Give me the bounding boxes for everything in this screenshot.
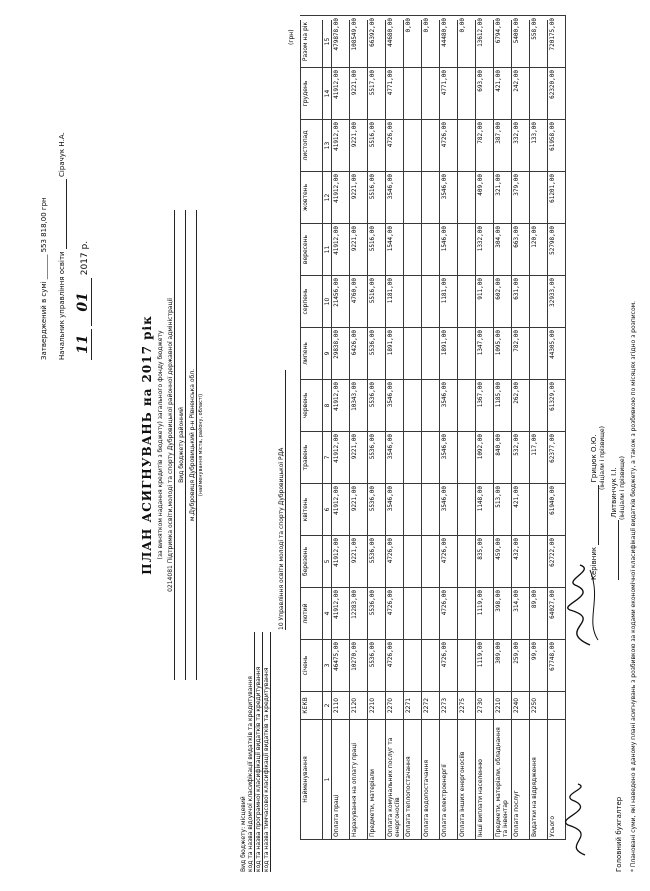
column-index: 3 [323, 640, 332, 692]
row-value: 41912,00 [332, 484, 350, 536]
chief-name: Грицюк О.Ю. [590, 434, 598, 483]
acct-name: Литвинчук І.І. [610, 467, 618, 518]
row-value: 5517,00 [368, 68, 386, 120]
row-value: 9221,00 [350, 120, 368, 172]
column-index: 13 [323, 120, 332, 172]
row-value: 1181,00 [440, 276, 458, 328]
column-index: 14 [323, 68, 332, 120]
row-code: 2273 [440, 692, 458, 720]
row-value: 513,00 [494, 484, 512, 536]
row-name: Видатки на відрядження [530, 720, 548, 840]
row-value: 782,00 [476, 120, 494, 172]
row-value: 1092,00 [476, 432, 494, 484]
row-value: 720175,00 [548, 16, 566, 68]
row-name: Інші виплати населенню [476, 720, 494, 840]
column-header: вересень [301, 224, 323, 276]
row-value: 9221,00 [350, 224, 368, 276]
row-code: 2240 [512, 692, 530, 720]
row-code: 2210 [368, 692, 386, 720]
approval-signature [58, 179, 67, 249]
row-value: 321,00 [494, 172, 512, 224]
row-value: 4771,00 [386, 68, 404, 120]
row-code: 2250 [530, 692, 548, 720]
row-value: 3546,00 [440, 172, 458, 224]
row-value: 1119,00 [476, 640, 494, 692]
row-name: Оплата теплопостачання [404, 720, 422, 840]
column-header: січень [301, 640, 323, 692]
row-value: 532,00 [512, 432, 530, 484]
row-value: 1546,00 [440, 224, 458, 276]
column-index: 15 [323, 16, 332, 68]
row-value: 32933,00 [548, 276, 566, 328]
row-value: 41912,00 [332, 588, 350, 640]
row-value: 304,00 [494, 224, 512, 276]
row-value: 332,00 [512, 120, 530, 172]
row-code: 2210 [494, 692, 512, 720]
row-value: 421,00 [494, 68, 512, 120]
row-value: 5536,00 [368, 588, 386, 640]
row-value: 3546,00 [386, 172, 404, 224]
row-value: 1185,00 [494, 380, 512, 432]
row-code: 2270 [386, 692, 404, 720]
column-header: серпень [301, 276, 323, 328]
row-value: 44480,00 [440, 16, 458, 68]
row-value: 309,00 [494, 640, 512, 692]
row-value: 5516,00 [368, 276, 386, 328]
plan-subtitle: (за винятком надання кредитів з бюджету) загального фонду бюджету [157, 330, 164, 560]
row-value: 12283,00 [350, 588, 368, 640]
row-name: Оплата водопостачання [422, 720, 440, 840]
row-value: 41912,00 [332, 380, 350, 432]
appropriations-table [300, 20, 600, 840]
row-value: 5536,00 [368, 484, 386, 536]
row-value: 663,00 [512, 224, 530, 276]
row-code: 2272 [422, 692, 440, 720]
row-value: 421,00 [512, 484, 530, 536]
row-value: 62377,00 [548, 432, 566, 484]
row-value: 631,00 [512, 276, 530, 328]
row-value: 4726,00 [440, 588, 458, 640]
meta-line-3: код та назва програмної класифікації видатків та кредитування [255, 632, 263, 872]
row-value: 782,00 [512, 328, 530, 380]
row-value: 6794,00 [494, 16, 512, 68]
row-value: 3546,00 [440, 380, 458, 432]
row-value: 4726,00 [386, 120, 404, 172]
meta-line-1: Вид бюджету: місцевий [240, 796, 247, 872]
rotated-document-sheet [30, 10, 637, 880]
row-value: 1347,00 [476, 328, 494, 380]
row-value: 66392,00 [368, 16, 386, 68]
chief-signature [590, 485, 599, 545]
row-value: 387,00 [494, 120, 512, 172]
row-code: 2271 [404, 692, 422, 720]
row-value: 13612,00 [476, 16, 494, 68]
row-value: 1332,00 [476, 224, 494, 276]
row-value: 3546,00 [386, 432, 404, 484]
plan-org: м.Дубровиця Дубровицький р-н Рівненська обл. [189, 210, 197, 680]
table-border [300, 15, 566, 840]
column-header: травень [301, 432, 323, 484]
column-header: червень [301, 380, 323, 432]
row-name: Предмети, матеріали [368, 720, 386, 840]
column-header: КЕКВ [301, 692, 323, 720]
row-value: 1891,00 [386, 328, 404, 380]
column-header: липень [301, 328, 323, 380]
row-value: 259,00 [512, 640, 530, 692]
row-value: 5536,00 [368, 536, 386, 588]
acct-label: Головний бухгалтер [615, 796, 623, 872]
date-year: 2017 р. [80, 240, 90, 276]
row-value: 44305,00 [548, 328, 566, 380]
row-value: 1367,00 [476, 380, 494, 432]
row-name: Усього [548, 720, 566, 840]
column-index: 4 [323, 588, 332, 640]
row-value: 52798,00 [548, 224, 566, 276]
approval-block [40, 20, 89, 360]
signature-block [590, 360, 626, 580]
row-value: 1891,00 [440, 328, 458, 380]
row-value: 262,00 [512, 380, 530, 432]
row-value: 5516,00 [368, 120, 386, 172]
row-value: 479878,00 [332, 16, 350, 68]
row-value: 64027,00 [548, 588, 566, 640]
chief-row [590, 360, 599, 580]
row-value: 5536,00 [368, 380, 386, 432]
column-index: 2 [323, 692, 332, 720]
row-value: 1544,00 [386, 224, 404, 276]
acct-caption: (ініціали і прізвище) [619, 456, 626, 520]
row-value: 41912,00 [332, 120, 350, 172]
row-name: Оплата послуг [512, 720, 530, 840]
row-value: 5400,00 [512, 16, 530, 68]
row-value: 3546,00 [440, 484, 458, 536]
column-index: 9 [323, 328, 332, 380]
column-header: лютий [301, 588, 323, 640]
row-value: 61958,00 [548, 120, 566, 172]
row-value: 4726,00 [386, 588, 404, 640]
row-value: 911,00 [476, 276, 494, 328]
row-name: Нарахування на оплату праці [350, 720, 368, 840]
econ-note: 10 Управління освіти молоді та спорту Дубровицької РДА [278, 370, 286, 630]
signature-scribble-chief [550, 560, 610, 650]
column-header: березень [301, 536, 323, 588]
column-header: грудень [301, 68, 323, 120]
left-meta [240, 632, 271, 872]
row-value: 4726,00 [440, 640, 458, 692]
date-day: 11 [75, 329, 92, 360]
plan-budget-kind: Вид бюджету районний [178, 210, 186, 680]
chief-caption: (ініціали і прізвище) [599, 426, 606, 490]
row-value: 379,00 [512, 172, 530, 224]
row-value: 1119,00 [476, 588, 494, 640]
row-value: 120,00 [530, 224, 548, 276]
row-value: 459,00 [494, 536, 512, 588]
row-code: 2110 [332, 692, 350, 720]
row-value: 602,00 [494, 276, 512, 328]
row-value: 67748,00 [548, 640, 566, 692]
row-value: 4726,00 [386, 640, 404, 692]
row-value: 5516,00 [368, 172, 386, 224]
row-value: 9221,00 [350, 484, 368, 536]
row-value: 44680,00 [386, 16, 404, 68]
approval-head-row [58, 20, 67, 360]
column-header: Найменування [301, 720, 323, 840]
row-value: 5536,00 [368, 640, 386, 692]
chief-label: Керівник [590, 546, 598, 580]
row-value: 4726,00 [386, 536, 404, 588]
row-code: 2120 [350, 692, 368, 720]
row-value: 1181,00 [386, 276, 404, 328]
row-value: 41912,00 [332, 172, 350, 224]
row-value: 840,00 [494, 432, 512, 484]
row-value: 409,00 [476, 172, 494, 224]
row-value: 108549,00 [350, 16, 368, 68]
row-value: 3546,00 [440, 432, 458, 484]
approved-label: Затверджений в сумі _______ 553 818,00 грн [40, 197, 48, 360]
row-name: Оплата електроенергії [440, 720, 458, 840]
meta-line-4: код та назва тимчасової класифікації видатків та кредитування [263, 632, 271, 872]
row-value: 9221,00 [350, 432, 368, 484]
row-value: 398,00 [494, 588, 512, 640]
row-value: 41912,00 [332, 224, 350, 276]
column-index: 1 [323, 720, 332, 840]
signer-name: Сірачук Н.А. [58, 132, 66, 177]
row-value: 46475,00 [332, 640, 350, 692]
unit-label: (грн) [288, 29, 295, 45]
row-value: 5516,00 [368, 224, 386, 276]
row-value: 558,00 [530, 16, 548, 68]
acct-row [610, 360, 619, 580]
row-name: Оплата праці [332, 720, 350, 840]
row-value: 4771,00 [440, 68, 458, 120]
row-value: 4726,00 [440, 536, 458, 588]
meta-line-2: код та назва відомчої класифікації видатків та кредитування [247, 632, 255, 872]
row-value: 10270,00 [350, 640, 368, 692]
row-value: 3546,00 [386, 380, 404, 432]
row-value: 41912,00 [332, 432, 350, 484]
row-value: 0,00 [422, 16, 440, 68]
row-value: 99,00 [530, 640, 548, 692]
row-value: 4726,00 [440, 120, 458, 172]
approval-date [75, 20, 91, 360]
row-value: 4760,00 [350, 276, 368, 328]
row-code: 2275 [458, 692, 476, 720]
column-index: 10 [323, 276, 332, 328]
row-value: 10343,00 [350, 380, 368, 432]
footnote: * Плановані суми, які наведено в даному плані асигнувань з розбивкою за кодами економічної класифікації видатків бюджету, а також з розбивкою по місяцях згідно з розписом. [630, 300, 637, 872]
row-value: 1148,00 [476, 484, 494, 536]
column-index: 7 [323, 432, 332, 484]
acct-signature [610, 520, 619, 580]
row-value: 835,00 [476, 536, 494, 588]
head-label: Начальник управління освіти [58, 251, 66, 360]
row-value: 89,00 [530, 588, 548, 640]
row-value: 62722,00 [548, 536, 566, 588]
row-value: 41912,00 [332, 536, 350, 588]
column-index: 11 [323, 224, 332, 276]
date-month: 01 [75, 278, 92, 325]
row-value: 432,00 [512, 536, 530, 588]
row-code: 2730 [476, 692, 494, 720]
row-value: 21456,00 [332, 276, 350, 328]
row-name: Оплата комунальних послуг та енергоносіїв [386, 720, 404, 840]
column-header: Разом на рік [301, 16, 323, 68]
row-value: 9221,00 [350, 172, 368, 224]
row-value: 1095,00 [494, 328, 512, 380]
column-header: листопад [301, 120, 323, 172]
row-name: Предмети, матеріали, обладнання та інвентар [494, 720, 512, 840]
row-value: 5536,00 [368, 328, 386, 380]
row-value: 117,00 [530, 432, 548, 484]
row-value: 9221,00 [350, 68, 368, 120]
column-header: квітень [301, 484, 323, 536]
column-index: 5 [323, 536, 332, 588]
column-index: 8 [323, 380, 332, 432]
row-value: 693,00 [476, 68, 494, 120]
plan-kpk: 0214081 Підтримка освіти,молоді та спорту Дубровицької районної державної адміністрації [167, 210, 175, 680]
title-block [140, 210, 205, 680]
plan-org-note: (найменування міста, району, області) [198, 393, 204, 497]
row-value: 5536,00 [368, 432, 386, 484]
row-value: 9221,00 [350, 536, 368, 588]
row-value: 0,00 [404, 16, 422, 68]
row-value: 6426,00 [350, 328, 368, 380]
column-header: жовтень [301, 172, 323, 224]
column-index: 6 [323, 484, 332, 536]
row-value: 0,00 [458, 16, 476, 68]
row-value: 61201,00 [548, 172, 566, 224]
row-value: 41912,00 [332, 68, 350, 120]
plan-title: ПЛАН АСИГНУВАНЬ на 2017 рік [140, 315, 154, 575]
row-value: 62320,00 [548, 68, 566, 120]
column-index: 12 [323, 172, 332, 224]
chief-accountant-label [615, 797, 623, 872]
row-value: 61329,00 [548, 380, 566, 432]
row-value: 3546,00 [386, 484, 404, 536]
row-value: 242,00 [512, 68, 530, 120]
row-value: 314,00 [512, 588, 530, 640]
signature-scribble-approval [550, 780, 610, 860]
row-value: 29838,00 [332, 328, 350, 380]
row-value: 133,00 [530, 120, 548, 172]
row-value: 61940,00 [548, 484, 566, 536]
row-name: Оплата інших енергоносіїв [458, 720, 476, 840]
